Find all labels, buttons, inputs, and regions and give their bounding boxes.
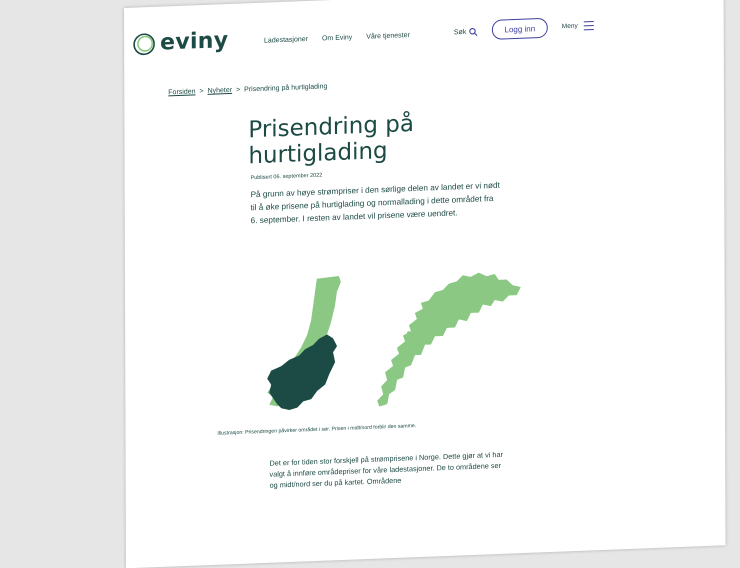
norway-price-map — [259, 265, 527, 417]
logo-text: eviny — [160, 28, 229, 56]
search-icon — [469, 27, 478, 36]
search-button[interactable] — [454, 27, 478, 37]
breadcrumb — [168, 83, 327, 96]
eviny-logo[interactable] — [132, 28, 228, 57]
breadcrumb-home[interactable]: Forsiden — [168, 88, 196, 97]
web-page — [124, 0, 726, 568]
menu-button[interactable] — [562, 21, 594, 31]
menu-label: Meny — [561, 22, 578, 31]
page-title: Prisendring på hurtiglading — [248, 110, 414, 170]
nav-vare-tjenester[interactable]: Våre tjenester — [366, 32, 410, 41]
article-body: Det er for tiden stor forskjell på strømprisene i Norge. Dette gjør at vi har valgt å innføre områdepriser for våre ladestasjoner. De to områdene ser og midt/nord ser du på kartet. Områdene — [269, 449, 503, 491]
publish-date: Publisert 06. september 2022 — [250, 172, 323, 182]
search-label: Søk — [453, 28, 467, 37]
chevron-right-icon: > — [236, 86, 241, 94]
login-button[interactable]: Logg inn — [492, 18, 548, 40]
logo-ring-icon — [132, 31, 156, 56]
nav-ladestasjoner[interactable]: Ladestasjoner — [264, 35, 308, 45]
breadcrumb-current: Prisendring på hurtiglading — [244, 83, 328, 94]
article-lead: På grunn av høye strømpriser i den sørlige delen av landet er vi nødt til å øke prisene på hurtiglading og normallading i dette området fra 6. september. I resten av landet vil prisene være uendret. — [250, 180, 500, 226]
breadcrumb-section[interactable]: Nyheter — [207, 86, 233, 95]
main-nav — [264, 32, 410, 45]
nav-om-eviny[interactable]: Om Eviny — [321, 34, 353, 43]
map-caption: Illustrasjon: Prisendringen påvirker området i sør. Prisen i midt/nord forblir den samme. — [217, 423, 417, 437]
map-north — [377, 271, 521, 407]
chevron-right-icon: > — [199, 88, 204, 96]
hamburger-icon — [584, 21, 594, 30]
